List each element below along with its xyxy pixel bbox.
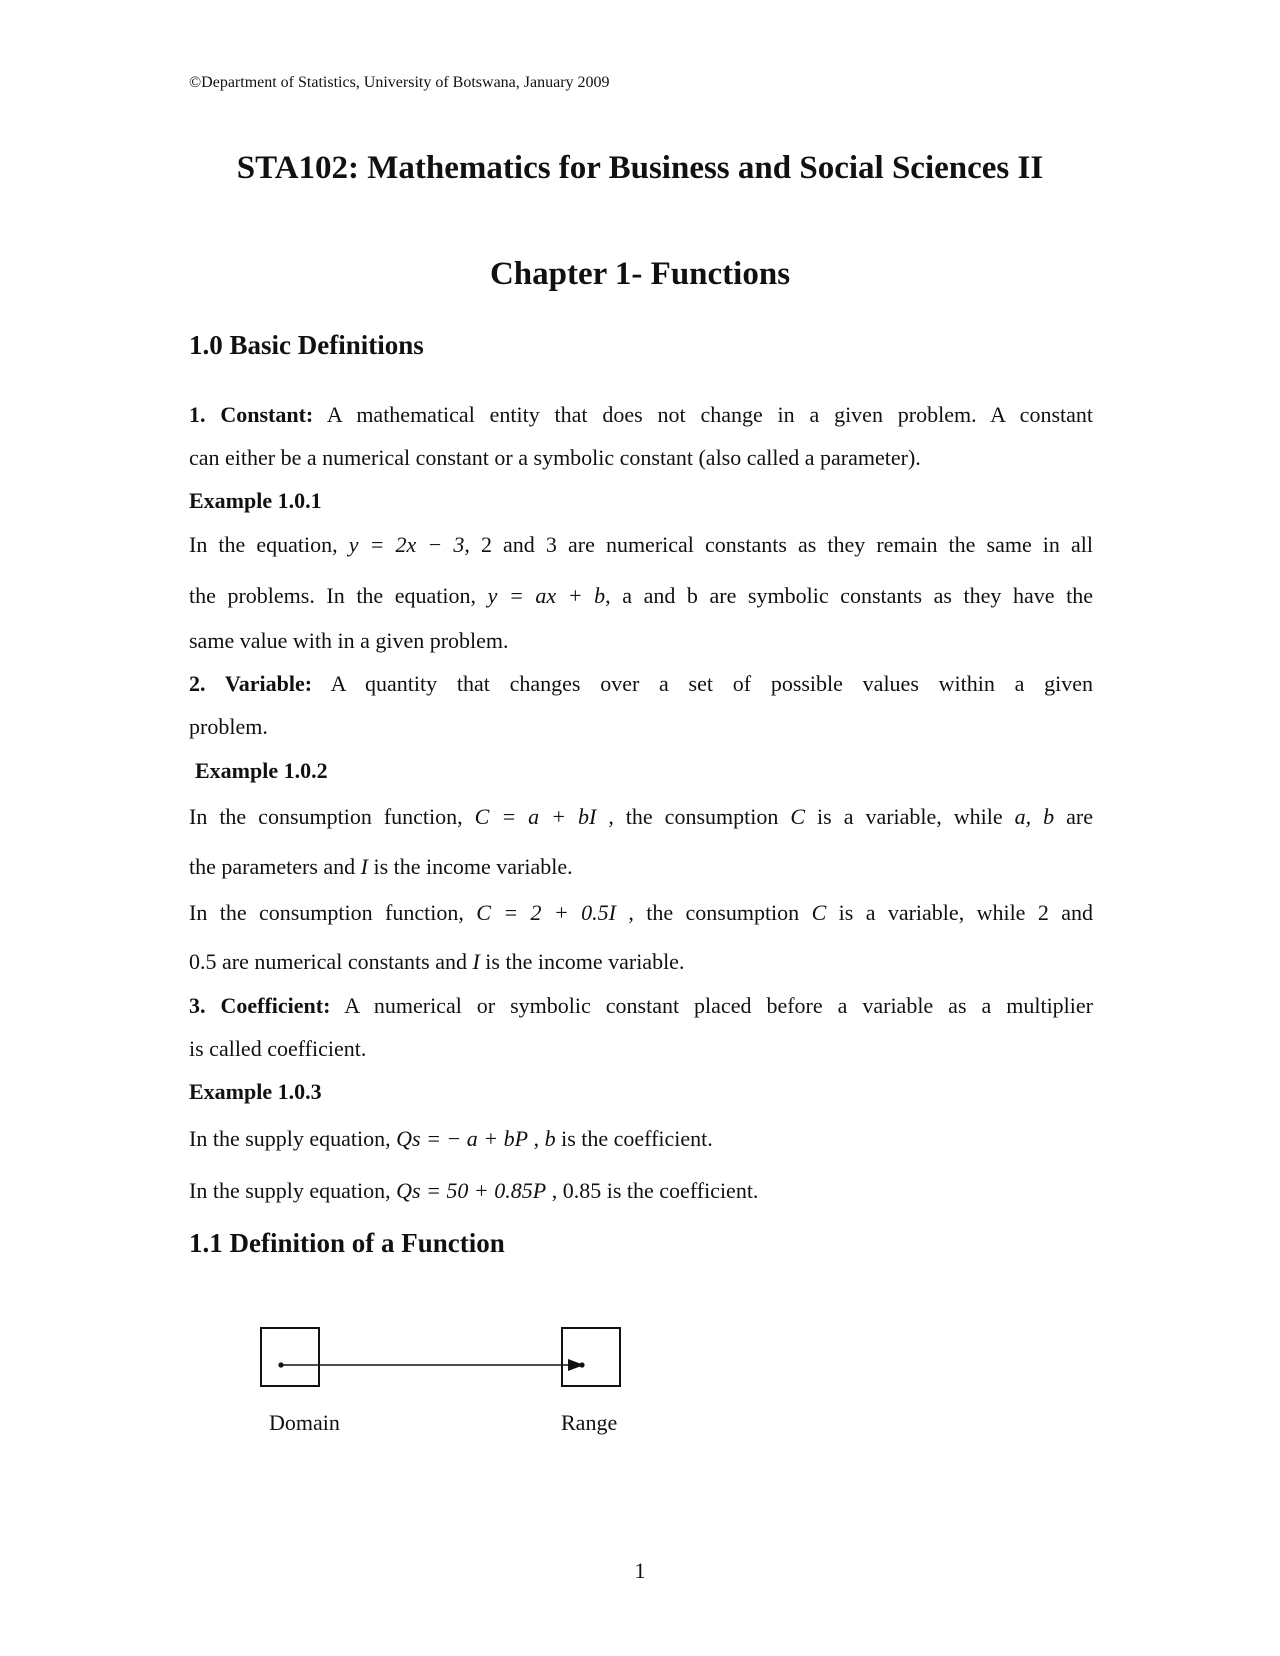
example-label: Example 1.0.3 bbox=[189, 1079, 322, 1104]
example-label: Example 1.0.2 bbox=[195, 758, 328, 783]
section-heading-basic-definitions: 1.0 Basic Definitions bbox=[189, 330, 424, 360]
variable-definition-line-2: problem. bbox=[189, 714, 268, 739]
chapter-title: Chapter 1- Functions bbox=[489, 256, 791, 292]
course-title: STA102: Mathematics for Business and Social Sciences II bbox=[236, 150, 1044, 186]
coefficient-definition-line-1: 3. Coefficient: A numerical or symbolic constant placed before a variable as a multiplier bbox=[189, 993, 1093, 1018]
example-1-0-3-line-2: In the supply equation, Qs = 50 + 0.85P , 0.85 is the coefficient. bbox=[189, 1178, 759, 1203]
constant-definition-line-2: can either be a numerical constant or a symbolic constant (also called a parameter). bbox=[189, 445, 921, 470]
example-1-0-2-line-3: In the consumption function, C = 2 + 0.5I , the consumption C is a variable, while 2 and bbox=[189, 900, 1093, 925]
equation: y = ax + b bbox=[487, 583, 606, 608]
domain-box bbox=[261, 1328, 319, 1386]
example-1-0-2-line-1: In the consumption function, C = a + bI , the consumption C is a variable, while a, b are bbox=[189, 804, 1094, 829]
variable-definition-line-1: 2. Variable: A quantity that changes over a set of possible values within a given bbox=[189, 671, 1093, 696]
example-1-0-1-line-3: same value with in a given problem. bbox=[189, 628, 509, 653]
constant-definition-line-1: 1. Constant: A mathematical entity that does not change in a given problem. A constant bbox=[189, 402, 1093, 427]
constant-term: 1. Constant: bbox=[189, 402, 314, 427]
coefficient-definition-line-2: is called coefficient. bbox=[189, 1036, 367, 1061]
example-1-0-1-line-2: the problems. In the equation, y = ax + b, a and b are symbolic constants as they have the bbox=[189, 583, 1093, 608]
domain-label: Domain bbox=[269, 1410, 340, 1435]
example-1-0-1-line-1: In the equation, y = 2x − 3, 2 and 3 are numerical constants as they remain the same in all bbox=[189, 532, 1093, 557]
variable-term: 2. Variable: bbox=[189, 671, 313, 696]
equation: y = 2x − 3 bbox=[348, 532, 465, 557]
example-1-0-2-line-2: the parameters and I is the income variable. bbox=[189, 854, 573, 879]
page-number: 1 bbox=[634, 1558, 646, 1583]
equation: Qs = − a + bP bbox=[396, 1126, 529, 1151]
function-mapping-diagram bbox=[250, 1318, 630, 1398]
example-label: Example 1.0.1 bbox=[189, 488, 322, 513]
equation: Qs = 50 + 0.85P bbox=[396, 1178, 547, 1203]
equation: C = 2 + 0.5I bbox=[476, 900, 616, 925]
equation: C = a + bI bbox=[474, 804, 597, 829]
range-label: Range bbox=[561, 1410, 618, 1435]
example-1-0-3-line-1: In the supply equation, Qs = − a + bP , b is the coefficient. bbox=[189, 1126, 713, 1151]
coefficient-term: 3. Coefficient: bbox=[189, 993, 331, 1018]
example-1-0-2-line-4: 0.5 are numerical constants and I is the income variable. bbox=[189, 949, 685, 974]
range-point bbox=[579, 1362, 584, 1367]
range-box bbox=[562, 1328, 620, 1386]
copyright-header: ©Department of Statistics, University of Botswana, January 2009 bbox=[189, 74, 610, 91]
section-heading-function-definition: 1.1 Definition of a Function bbox=[189, 1228, 505, 1258]
